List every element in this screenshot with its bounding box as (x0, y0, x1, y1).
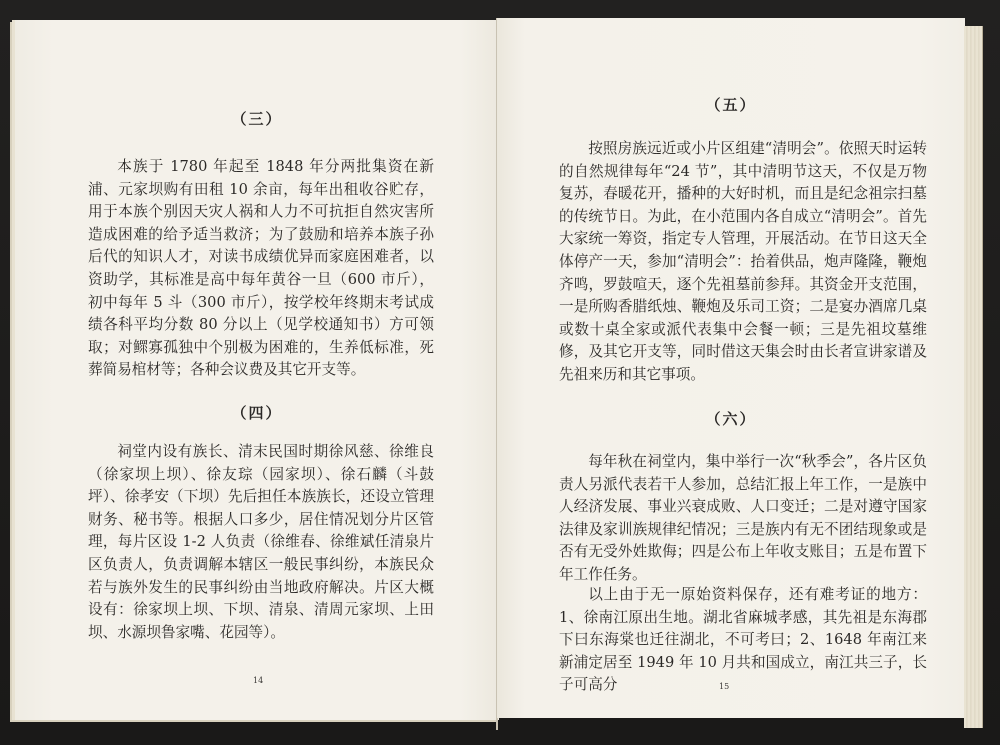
section-6-paragraph-1: 每年秋在祠堂内，集中举行一次“秋季会”，各片区负责人另派代表若干人参加，总结汇报上年工作，一是族中人经济发展、事业兴衰成败、人口变迁；二是对遵守国家法律及家训族规律纪情况；三是族内有无不团结现象或是否有无受外姓欺侮；四是公布上年收支账目；五是布置下年工作任务。 (559, 453, 927, 583)
left-page (12, 20, 499, 720)
section-6-paragraph-2: 以上由于无一原始资料保存，还有难考证的地方：1、徐南江原出生地。湖北省麻城孝感，其先祖是东海郡下曰东海棠也迁往湖北，不可考曰；2、1648 年南江来新浦定居至 1949 年 10 月共和国成立，南江共三子，长子可高分 (559, 586, 927, 694)
section-4-paragraph: 祠堂内设有族长、清末民国时期徐风慈、徐维良（徐家坝上坝）、徐友琮（园家坝）、徐石麟（斗鼓坪）、徐孝安（下坝）先后担任本族族长，还设立管理财务、秘书等。根据人口多少，居住情况划分片区管理，每片区设 1-2 人负责（徐维春、徐维斌任清泉片区负责人，负责调解本辖区一般民事纠纷，本族民众若与族外发生的民事纠纷由当地政府解决。片区大概设有：徐家坝上坝、下坝、清泉、清周元家坝、上田坝、水源坝鲁家嘴、花园等）。 (88, 443, 434, 641)
section-heading-5: （五） (705, 96, 757, 114)
section-5-paragraph: 按照房族远近或小片区组建“清明会”。依照天时运转的自然规律每年“24 节”，其中清明节这天，不仅是万物复苏，春暖花开，播种的大好时机，而且是纪念祖宗扫墓的传统节日。为此，在小范围内各自成立“清明会”。首先大家统一筹资，指定专人管理，开展活动。在节日这天全体停产一天，参加“清明会”：抬着供品，炮声隆隆，鞭炮齐鸣，罗鼓喧天，逐个先祖墓前参拜。其资金开支范围，一是所购香腊纸烛、鞭炮及乐司工资；二是宴办酒席几桌或数十桌全家或派代表集中会餐一顿；三是先祖坟墓维修，及其它开支等，同时借这天集会时由长者宣讲家谱及先祖来历和其它事项。 (559, 140, 927, 383)
page-edges (964, 26, 983, 728)
section-heading-3: （三） (231, 110, 283, 128)
page-number-left: 14 (253, 676, 264, 685)
page-number-right: 15 (719, 682, 730, 691)
section-heading-4: （四） (231, 404, 283, 422)
section-heading-6: （六） (705, 410, 757, 428)
open-book (12, 18, 980, 730)
right-page (497, 18, 965, 718)
section-3-paragraph: 本族于 1780 年起至 1848 年分两批集资在新浦、元家坝购有田租 10 余亩，每年出租收谷贮存，用于本族个别因天灾人祸和人力不可抗拒自然灾害所造成困难的给予适当救济；为了鼓励和培养本族子孙后代的知识人才，对读书成绩优异而家庭困难者，以资助学，其标准是高中每年黄谷一旦（600 市斤），初中每年 5 斗（300 市斤），按学校年终期末考试成绩各科平均分数 80 分以上（见学校通知书）方可领取；对鳏寡孤独中个别极为困难的，生养低标准，死葬简易棺材等；各种会议费及其它开支等。 (88, 158, 434, 379)
